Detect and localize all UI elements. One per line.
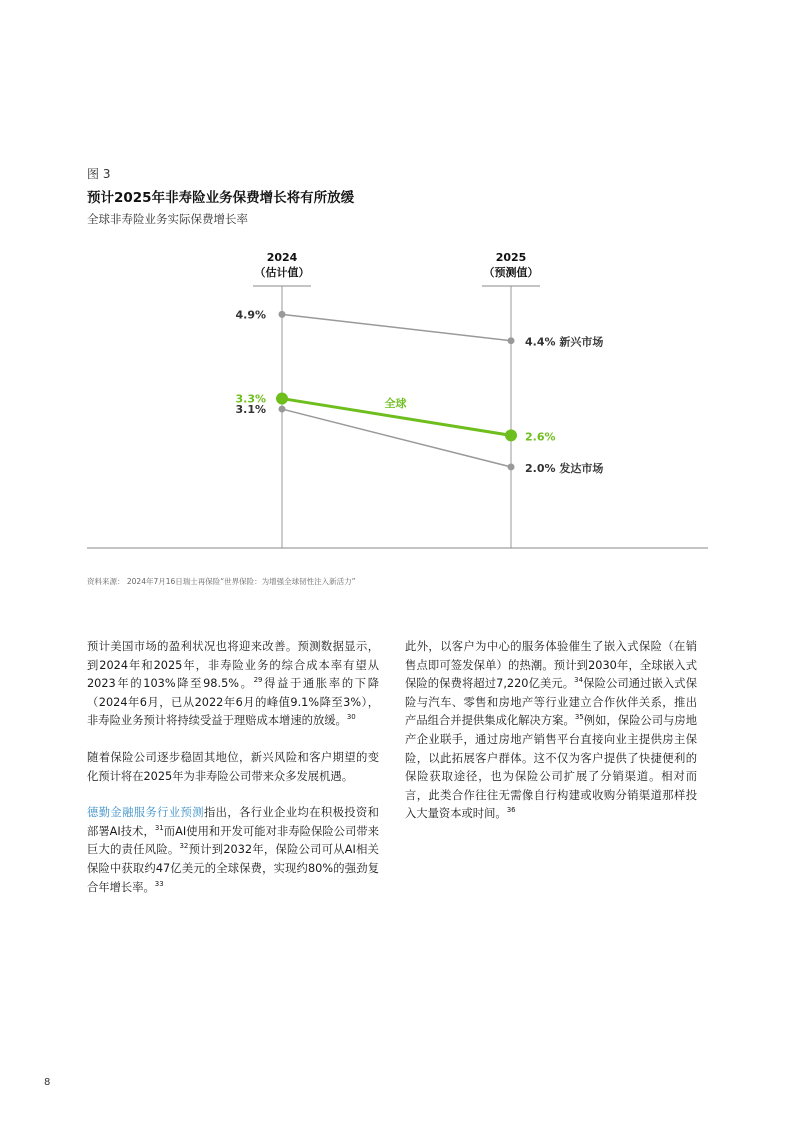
chart-source: 资料来源： 2024年7月16日瑞士再保险“世界保险：为增强全球韧性注入新活力” [87,577,356,586]
left-paragraph-3 [87,804,379,897]
right-paragraph-1 [405,638,697,824]
figure-title: 预计2025年非寿险业务保费增长将有所放缓 [87,190,355,206]
footnote-ref: 33 [154,879,164,888]
footnote-ref: 35 [574,713,584,722]
footnote-ref: 34 [574,676,584,685]
forecast-link[interactable]: 德勤金融服务行业预测 [87,806,204,820]
left-paragraph-2: 随着保险公司逐步稳固其地位，新兴风险和客户期望的变化预计将在2025年为非寿险公司带来众多发展机遇。 [87,750,379,783]
series-line-新兴市场 [282,314,511,340]
axis-note-label: （估计值） [254,266,310,279]
data-label: 4.4% 新兴市场 [525,335,604,349]
data-point [505,429,517,441]
footnote-ref: 29 [253,676,263,685]
line-chart [0,240,793,560]
series-name-label: 全球 [384,396,407,410]
left-column [87,638,379,915]
footnote-ref: 36 [506,806,516,815]
data-point [508,463,515,470]
data-label: 2.0% 发达市场 [525,461,604,475]
figure-label: 图 3 [87,167,111,181]
data-label: 3.3% [235,392,266,406]
footnote-ref: 30 [346,713,356,722]
axis-note-label: （预测值） [483,266,539,279]
text-run: 预计美国市场的盈利状况也将迎来改善。预测数据显示，到2024年和2025年，非寿险业务的综合成本率有望从2023年的103%降至98.5%。 [87,640,379,691]
page-number: 8 [44,1077,51,1088]
data-point [279,406,286,413]
left-paragraph-1 [87,638,379,731]
text-run: 指出，各行业企业均在积极投资和部署AI技术， [87,806,379,838]
text-run: 此外，以客户为中心的服务体验催生了嵌入式保险（在销售点即可签发保单）的热潮。预计到2030年，全球嵌入式保险的保费将超过7,220亿美元。 [405,640,697,691]
footnote-ref: 31 [154,823,164,832]
figure-subtitle: 全球非寿险业务实际保费增长率 [87,212,248,226]
right-column [405,638,697,842]
text-run: 例如，保险公司与房地产企业联手，通过房地产销售平台直接向业主提供房主保险，以此拓展客户群体。这不仅为客户提供了快捷便利的保险获取途径，也为保险公司扩展了分销渠道。相对而言，此类合作往往无需像自行构建或收购分销渠道那样投入大量资本或时间。 [405,714,697,821]
axis-year-label: 2024 [266,251,298,264]
data-point [279,311,286,318]
data-label: 4.9% [235,308,266,322]
text-run: 预计到2032年，保险公司可从AI相关保险中获取约47亿美元的全球保费，实现约80%的强劲复合年增长率。 [87,843,379,894]
data-label: 2.6% [525,430,556,444]
data-point [508,337,515,344]
data-point [276,393,288,405]
text-run: 保险公司通过嵌入式保险与汽车、零售和房地产等行业建立合作伙伴关系，推出产品组合并提供集成化解决方案。 [405,677,697,728]
text-run: 得益于通胀率的下降（2024年6月，已从2022年6月的峰值9.1%降至3%），非寿险业务预计将持续受益于理赔成本增速的放缓。 [87,677,379,728]
data-label: 3.1% [235,403,266,417]
footnote-ref: 32 [179,842,189,851]
axis-year-label: 2025 [495,251,527,264]
text-run: 而AI使用和开发可能对非寿险保险公司带来巨大的责任风险。 [87,824,380,857]
